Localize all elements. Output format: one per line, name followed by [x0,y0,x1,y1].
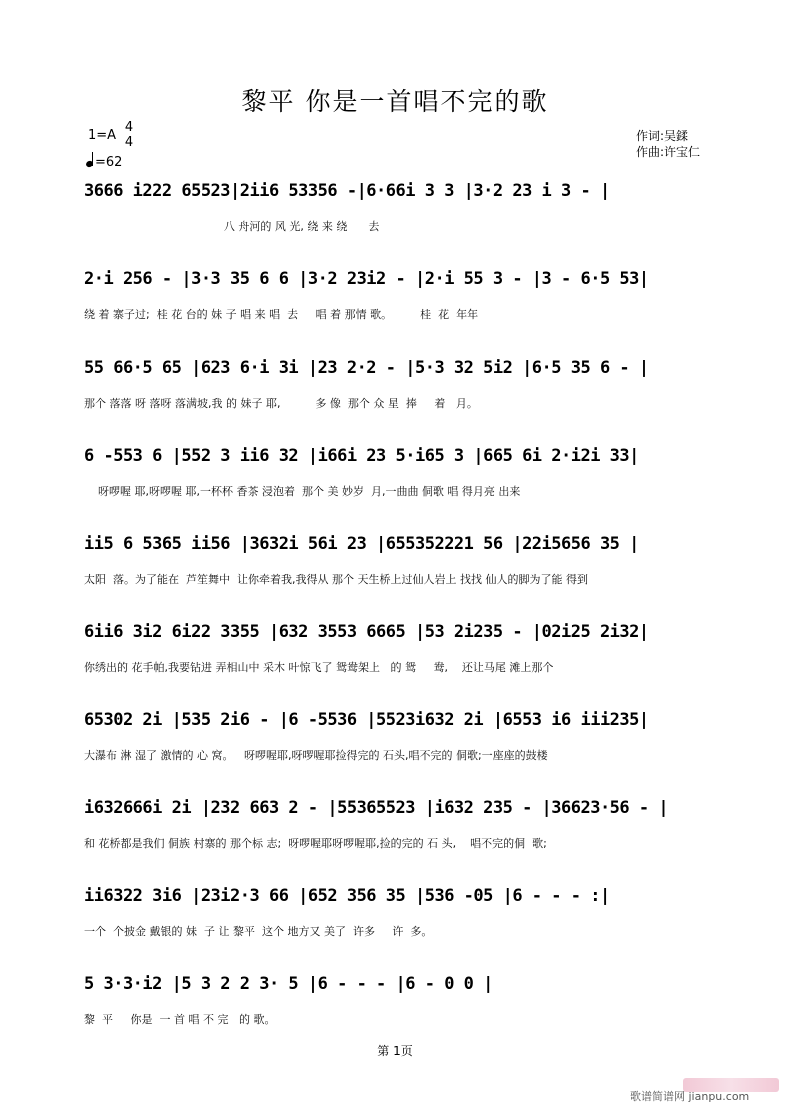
time-signature-top: 4 [124,120,134,135]
lyric-line: 那个 落落 呀 落呀 落满坡,我 的 妹子 耶, 多 像 那个 众 星 捧 着 月。 [84,397,478,410]
score-title: 黎平 你是一首唱不完的歌 [241,87,549,116]
notation-line: 2·i 256 - |3·3 35 6 6 |3·2 23i2 - |2·i 55 3 - |3 - 6·5 53| [84,269,649,289]
notation-line: 6 -553 6 |552 3 ii6 32 |i66i 23 5·i65 3 |665 6i 2·i2i 33| [84,446,639,466]
lyric-line: 一个 个披金 戴银的 妹 子 让 黎平 这个 地方又 美了 许多 许 多。 [84,925,433,938]
quarter-note-icon [86,155,95,170]
lyric-line: 呀啰喔 耶,呀啰喔 耶,一杯杯 香茶 浸泡着 那个 美 妙岁 月,一曲曲 侗歌 唱 得月亮 出来 [84,485,521,498]
credits [636,128,700,160]
page-number: 第 1页 [377,1044,413,1058]
lyric-line: 太阳 落。为了能在 芦笙舞中 让你牵着我,我得从 那个 天生桥上过仙人岩上 找找 仙人的脚为了能 得到 [84,573,588,586]
time-signature [123,120,135,150]
lyric-line: 和 花桥都是我们 侗族 村寨的 那个标 志; 呀啰喔耶呀啰喔耶,捡的完的 石 头, 唱不完的侗 歌; [84,837,547,850]
notation-line: ii5 6 5365 ii56 |3632i 56i 23 |655352221 56 |22i5656 35 | [84,534,639,554]
composer: 作曲:许宝仁 [636,145,701,159]
notation-line: i632666i 2i |232 663 2 - |55365523 |i632 235 - |36623·56 - | [84,798,669,818]
watermark: 歌谱简谱网 jianpu.com [630,1090,750,1103]
tempo-value: =62 [95,155,123,170]
notation-line: 55 66·5 65 |623 6·i 3i |23 2·2 - |5·3 32 5i2 |6·5 35 6 - | [84,358,649,378]
notation-line: 5 3·3·i2 |5 3 2 2 3· 5 |6 - - - |6 - 0 0 | [84,974,493,994]
lyric-line: 大瀑布 淋 湿了 激情的 心 窝。 呀啰喔耶,呀啰喔耶捡得完的 石头,唱不完的 侗歌;一座座的鼓楼 [84,749,548,762]
lyric-line: 绕 着 寨子过; 桂 花 台的 妹 子 唱 来 唱 去 唱 着 那情 歌。 桂 花 年年 [84,308,479,321]
notation-line: ii6322 3i6 |23i2·3 66 |652 356 35 |536 -05 |6 - - - :| [84,886,610,906]
lyric-line: 你绣出的 花手帕,我要钻进 弄相山中 采木 叶惊飞了 鸳鸯架上 的 鸳 鸯, 还让马尾 滩上那个 [84,661,554,674]
notation-line: 6ii6 3i2 6i22 3355 |632 3553 6665 |53 2i235 - |02i25 2i32| [84,622,649,642]
notation-line: 3666 i222 65523|2ii6 53356 -|6·66i 3 3 |3·2 23 i 3 - | [84,181,610,201]
lyric-line: 八 舟河的 风 光, 绕 来 绕 去 [84,220,380,233]
lyric-line: 黎 平 你是 一 首 唱 不 完 的 歌。 [84,1013,276,1026]
lyricist: 作词:吴鍒 [636,129,689,143]
key-signature: 1=A [88,128,117,143]
time-signature-bottom: 4 [124,135,134,150]
tempo-marking [86,152,122,170]
notation-line: 65302 2i |535 2i6 - |6 -5536 |5523i632 2i |6553 i6 iii235| [84,710,649,730]
